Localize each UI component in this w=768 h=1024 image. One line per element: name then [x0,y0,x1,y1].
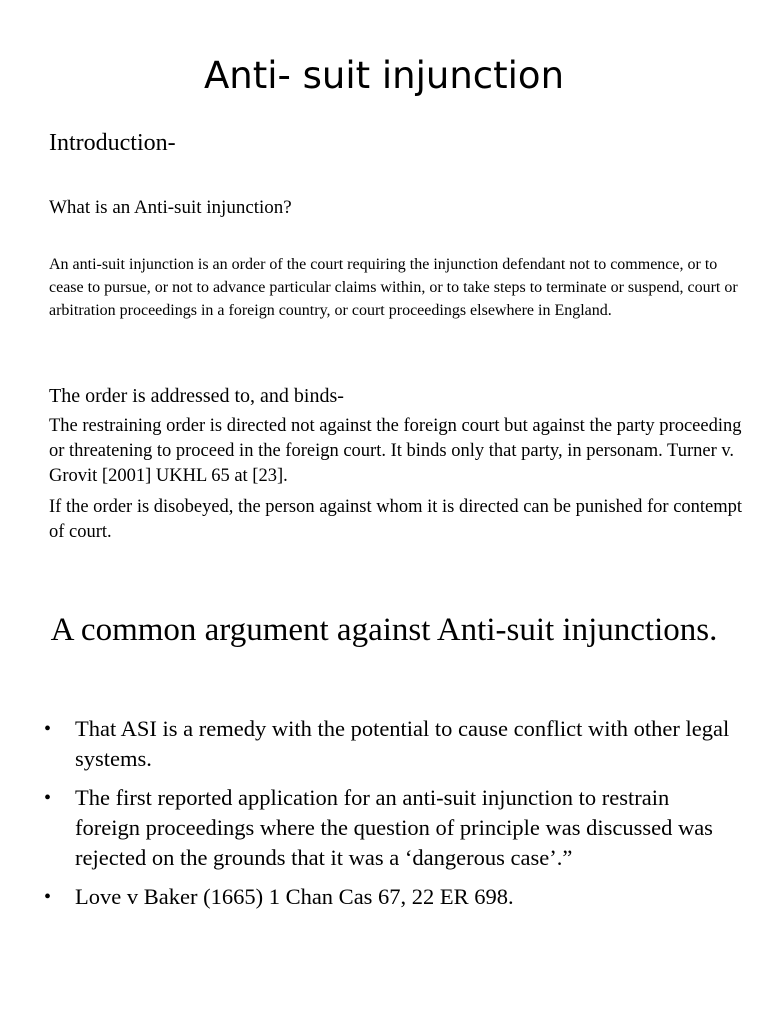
bullet-text: That ASI is a remedy with the potential to cause conflict with other legal systems. [75,716,730,771]
argument-heading: A common argument against Anti-suit injunctions. [50,612,718,648]
bullet-item [44,882,734,912]
definition-paragraph: An anti-suit injunction is an order of the court requiring the injunction defendant not to commence, or to cease to pursue, or not to advance particular claims within, or to take steps to terminate or suspend, court or arbitration proceedings in a foreign country, or court proceedings elsewhere in England. [49,256,738,319]
bullet-text: Love v Baker (1665) 1 Chan Cas 67, 22 ER 698. [75,884,514,909]
bullet-text: The first reported application for an anti-suit injunction to restrain foreign proceedings where the question of principle was discussed was rejected on the grounds that it was a ‘dangerous case’.” [75,785,713,870]
question-text: What is an Anti-suit injunction? [49,197,292,218]
order-paragraph-disobeyed: If the order is disobeyed, the person against whom it is directed can be punished for contempt of court. [49,497,743,542]
page-title: Anti- suit injunction [203,54,565,97]
bullet-icon: • [44,886,52,908]
bullet-item [44,783,734,873]
bullet-icon: • [44,787,52,809]
order-paragraph-directed: The restraining order is directed not against the foreign court but against the party proceeding or threatening to proceed in the foreign court. It binds only that party, in personam. Turner v. Grovit [2001] UKHL 65 at [23]. [49,416,742,486]
bullet-item [44,714,734,774]
order-heading: The order is addressed to, and binds- [49,385,344,407]
bullet-icon: • [44,718,52,740]
introduction-heading: Introduction- [49,130,176,156]
argument-bullet-list [44,714,734,921]
